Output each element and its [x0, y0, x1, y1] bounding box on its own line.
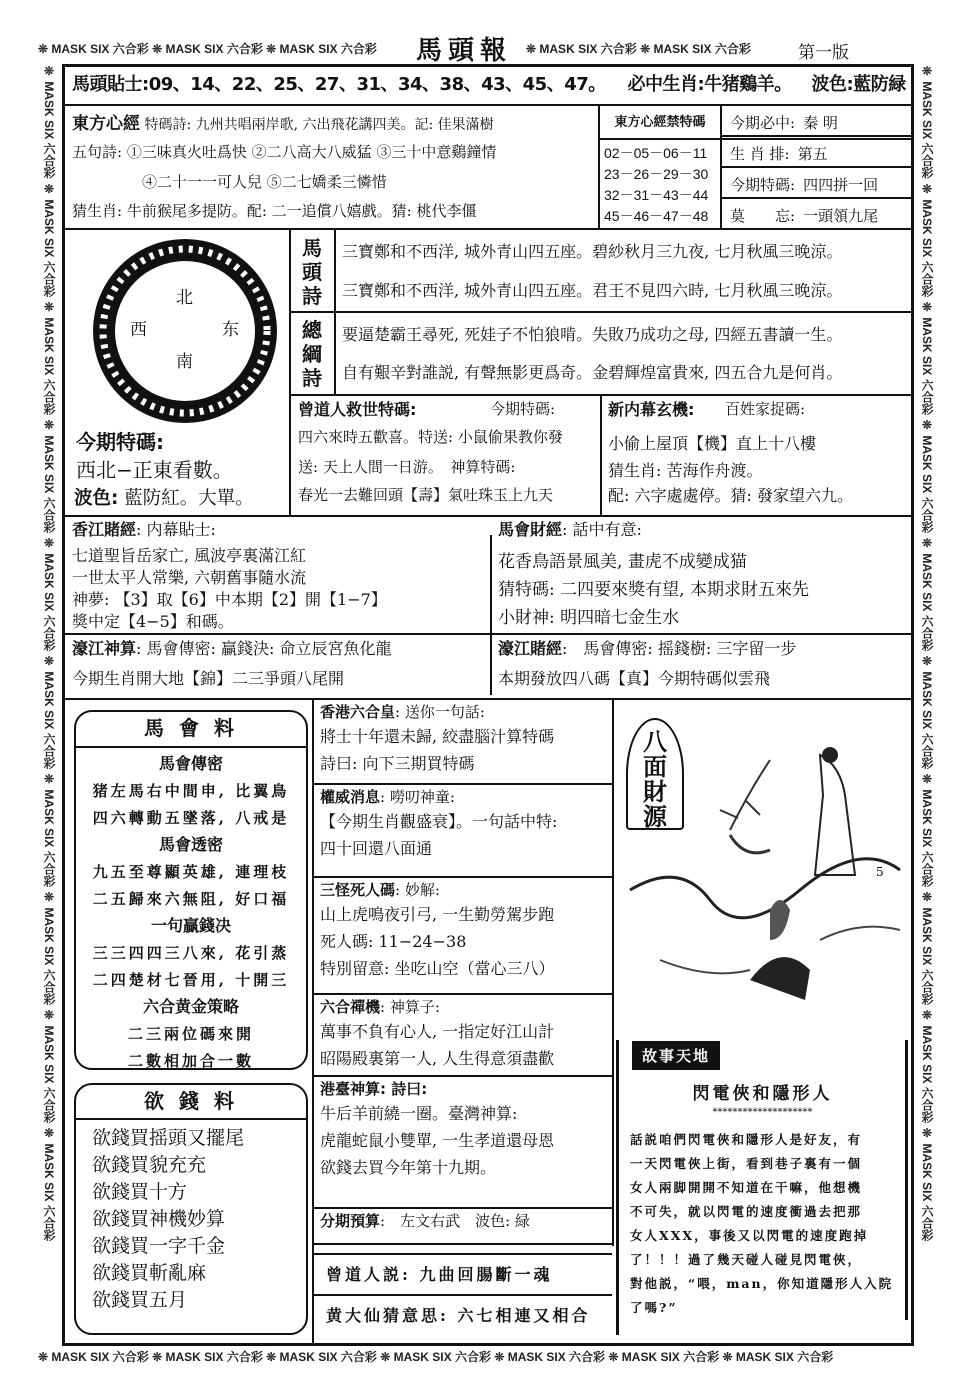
section-head: 六合黄金策略 — [142, 997, 239, 1016]
haojiang-du-line: 本期發放四八碼【真】今期特碼似雲飛 — [498, 669, 771, 688]
flower-icon: ❊ — [494, 1350, 505, 1364]
border-text: MASK SIX 六合彩 — [48, 1350, 153, 1364]
haojiang-shen-line: 今期生肖開大地【錦】二三爭頭八尾開 — [72, 669, 345, 688]
tips-numbers: 09、14、22、25、27、31、34、38、43、45、47。 — [148, 74, 606, 95]
huang-daxian: 黄大仙猜意思: 六七相連又相合 — [326, 1306, 591, 1325]
section-line: 二三兩位碼來開 — [127, 1025, 254, 1043]
mid-section-title: 港臺神算: 詩曰: — [320, 1080, 428, 1098]
zeng-title: 曾道人救世特碼: — [298, 400, 417, 419]
zeng-says: 曾道人説: 九曲回腸斷一魂 — [326, 1265, 553, 1284]
mahui-cai-head — [498, 522, 642, 538]
color-value: 藍防緑 — [853, 74, 906, 95]
mid-section-line: 山上虎鳴夜引弓, 一生勤勞駕步跑 — [320, 905, 555, 924]
compass-west: 西 — [130, 320, 147, 340]
mid-section-title: 香港六合皇 — [320, 703, 396, 721]
xiangjiang-line: 一世太平人常樂, 六朝舊事隨水流 — [72, 568, 307, 587]
special-color-label: 波色: — [74, 488, 119, 509]
story-line: 對他説，“喂，man，你知道隱形人入院 — [630, 1276, 894, 1291]
xinnei-title: 新内幕玄機: — [608, 400, 695, 419]
mahui-liao-content — [76, 752, 306, 1076]
poem-line: 要逼楚霸王尋死, 死娃子不怕狼啃。失敗乃成功之母, 四經五書讀一生。 — [342, 325, 843, 344]
section-line: 二四楚材七晉用, 十開三 — [92, 971, 290, 989]
mid-section-line: 虎龍蛇鼠小雙單, 一生孝道還母恩 — [320, 1131, 555, 1150]
mid-section — [314, 878, 612, 995]
flower-icon: ❊ — [920, 1008, 934, 1023]
yuqian-line: 欲錢買神機妙算 — [92, 1208, 226, 1230]
xinnei-line: 小偷上屋頂【機】直上十八樓 — [608, 434, 817, 453]
mid-section-head — [320, 880, 606, 902]
bamian-char: 八 — [643, 728, 667, 756]
haojiang-du-sub: : 馬會傳密: 摇錢樹: 三字留一步 — [562, 639, 797, 658]
ink-illustration — [620, 740, 905, 1020]
mid-section-sub: : 左文右武 波色: 緑 — [380, 1212, 530, 1230]
border-text: MASK SIX 六合彩 — [390, 1350, 495, 1364]
mid-section-line: 【今期生肖觀盛衰】。一句話中特: — [320, 812, 558, 831]
haojiang-shen-title: 濠江神算 — [72, 639, 137, 658]
forbidden-row: 23－26－29－30 — [604, 166, 709, 182]
story-title: 閃電俠和隱形人 — [692, 1084, 833, 1104]
story-line: 不可失，就以閃電的速度衝過去把那 — [630, 1204, 863, 1219]
zeng-line: 四六來時五歡喜。特送: 小鼠偷果教你發 — [298, 428, 563, 446]
dongfang-line1 — [72, 116, 494, 133]
mid-section-title: 權威消息 — [320, 788, 381, 806]
masthead-char: 頭 — [448, 36, 481, 66]
flower-icon: ❊ — [266, 42, 277, 56]
forbidden-row: 45－46－47－48 — [604, 208, 709, 224]
border-text: MASK SIX 六合彩 — [42, 550, 56, 655]
border-text: MASK SIX 六合彩 — [920, 1140, 934, 1241]
info-row — [722, 199, 912, 230]
flower-icon: ❊ — [42, 182, 56, 197]
border-text: MASK SIX 六合彩 — [162, 1350, 267, 1364]
border-text: MASK SIX 六合彩 — [42, 1022, 56, 1127]
special-label: 今期特碼: — [76, 430, 164, 454]
section-line: 二五歸來六無阻, 好口福 — [92, 890, 290, 908]
section-line: 四六轉動五墜落, 八戒是 — [92, 809, 290, 827]
section-head: 馬會透密 — [158, 835, 223, 854]
zodiac-value: 牛猪鷄羊。 — [704, 74, 792, 95]
story-divider: ******************** — [712, 1107, 813, 1118]
mid-section-line: 詩曰: 向下三期買特碼 — [320, 754, 475, 773]
mahui-cai-line: 小財神: 明四暗七金生水 — [498, 608, 680, 628]
poem-general-label: 總綱詩 — [302, 318, 322, 390]
flower-icon: ❊ — [920, 64, 934, 78]
border-left — [40, 64, 58, 1344]
yuqian-list — [92, 1126, 244, 1315]
mid-section — [314, 995, 612, 1077]
mid-section-sub: : 嘮叨神童: — [380, 788, 455, 806]
info-row — [722, 168, 912, 199]
border-text: MASK SIX 六合彩 — [920, 314, 934, 419]
haojiang-shen-sub: : 馬會傳密: 贏錢決: 命立辰宮魚化龍 — [136, 639, 392, 658]
flower-icon: ❊ — [38, 42, 49, 56]
info-table — [722, 106, 912, 230]
border-text: MASK SIX 六合彩 — [920, 904, 934, 1009]
mid-section-sub: : 送你一句話: — [395, 703, 485, 721]
bamian-char: 源 — [643, 803, 667, 831]
yuqian-line: 欲錢買五月 — [92, 1289, 188, 1311]
border-top-left — [38, 40, 404, 58]
flower-icon: ❊ — [42, 890, 56, 905]
zeng-line: 春光一去難回頭【壽】氣吐珠玉上九天 — [298, 486, 554, 504]
flower-icon: ❊ — [640, 42, 651, 56]
mahui-cai-title: 馬會財經 — [498, 520, 563, 539]
masthead-char: 報 — [480, 36, 513, 66]
border-text: MASK SIX 六合彩 — [536, 42, 641, 56]
mahui-cai-line: 猜特碼: 二四要來獎有望, 本期求財五來先 — [498, 580, 809, 600]
mid-section-title: 三怪死人碼 — [320, 881, 396, 899]
special-color — [74, 490, 254, 509]
bamian-char: 財 — [643, 778, 667, 806]
story-line: 女人兩脚開開不知道在干嘛，他想機 — [630, 1180, 863, 1195]
mid-section-head — [320, 997, 606, 1019]
section-head: 一句贏錢决 — [150, 916, 231, 935]
special-direction: 西北−正東看數。 — [76, 458, 233, 482]
page-number: 5 — [876, 865, 884, 879]
mid-section-title: 分期預算 — [320, 1212, 381, 1230]
dongfang-text: 特碼詩: 九州共唱兩岸歌, 六出飛花講四美。記: 佳果滿樹 — [144, 117, 494, 133]
poem-horse-label: 馬頭詩 — [302, 236, 322, 308]
flower-icon: ❊ — [920, 654, 934, 669]
info-label: 今期必中: — [730, 114, 796, 132]
border-text: MASK SIX 六合彩 — [42, 786, 56, 891]
flower-icon: ❊ — [42, 772, 56, 787]
dongfang-title: 東方心經 — [72, 114, 140, 134]
poem-line: 三寶鄭和不西洋, 城外青山四五座。君王不見四六時, 七月秋風三晚涼。 — [342, 281, 843, 300]
info-value: 秦 明 — [803, 114, 838, 132]
yuqian-line: 欲錢買貌充充 — [92, 1154, 207, 1176]
border-text: MASK SIX 六合彩 — [920, 1022, 934, 1127]
border-text: MASK SIX 六合彩 — [162, 42, 267, 56]
mid-section — [314, 1209, 612, 1245]
zeng-sub: 今期特碼: — [490, 400, 556, 418]
section-line: 九五至尊顯英雄, 連理枝 — [92, 863, 290, 881]
story-line: 了！！！過了幾天碰人碰見閃電俠， — [630, 1252, 863, 1267]
border-text: MASK SIX 六合彩 — [618, 1350, 723, 1364]
dongfang-line2: 五句詩: ①三味真火吐爲快 ②二八高大八威猛 ③三十中意鷄鐘情 — [72, 143, 497, 161]
info-label: 生 肖 排: — [730, 145, 790, 163]
mid-section-head — [320, 787, 606, 809]
flower-icon: ❊ — [42, 1008, 56, 1023]
forbidden-list — [604, 143, 718, 227]
flower-icon: ❊ — [920, 772, 934, 787]
flower-icon: ❊ — [38, 1350, 49, 1364]
border-text: MASK SIX 六合彩 — [276, 42, 377, 56]
compass-south: 南 — [176, 352, 193, 372]
info-row — [722, 106, 912, 137]
yuqian-line: 欲錢買一字千金 — [92, 1235, 226, 1257]
border-text: MASK SIX 六合彩 — [42, 432, 56, 537]
flower-icon: ❊ — [42, 64, 56, 78]
mid-section-line: 欲錢去買今年第十九期。 — [320, 1158, 497, 1177]
middle-column — [314, 700, 612, 1245]
yuqian-line: 欲錢買摇頭又擺尾 — [92, 1127, 245, 1149]
dongfang-line4: 猜生肖: 牛前猴尾多提防。配: 二一追償八嬉戲。猜: 桃代李僵 — [72, 202, 477, 220]
border-text: MASK SIX 六合彩 — [42, 314, 56, 419]
flower-icon: ❊ — [722, 1350, 733, 1364]
mid-section-sub: : 妙解: — [395, 881, 440, 899]
border-text: MASK SIX 六合彩 — [732, 1350, 834, 1364]
masthead — [410, 30, 518, 67]
mid-section-line: 特別留意: 坐吃山空（當心三八） — [320, 959, 555, 978]
section-line: 三三四四三八來, 花引蒸 — [92, 944, 290, 962]
flower-icon: ❊ — [42, 536, 56, 551]
haojiang-du-head — [498, 641, 796, 657]
xiangjiang-head — [72, 522, 216, 538]
section-line: 二數相加合一數 — [127, 1052, 254, 1070]
bamian-char: 面 — [643, 753, 667, 781]
yuqian-title: 欲 錢 料 — [144, 1089, 238, 1113]
section-head: 馬會傳密 — [158, 754, 223, 773]
border-text: MASK SIX 六合彩 — [504, 1350, 609, 1364]
flower-icon: ❊ — [526, 42, 537, 56]
border-text: MASK SIX 六合彩 — [920, 196, 934, 301]
story-body — [630, 1130, 893, 1322]
mid-section — [314, 785, 612, 878]
xiangjiang-sub: : 内幕貼士: — [136, 520, 216, 539]
mid-section-line: 萬事不負有心人, 一指定好江山計 — [320, 1022, 555, 1041]
info-label: 今期特碼: — [730, 176, 796, 194]
xinnei-line: 猜生肖: 苦海作舟渡。 — [608, 461, 763, 480]
color-label: 波色: — [811, 74, 854, 95]
edition-label: 第一版 — [792, 38, 855, 63]
mid-section-title: 六合禪機 — [320, 998, 381, 1016]
zodiac-label: 必中生肖: — [627, 74, 705, 95]
mid-section-head — [320, 1079, 606, 1101]
xiangjiang-title: 香江賭經 — [72, 520, 137, 539]
mid-section-sub: : 神算子: — [380, 998, 440, 1016]
flower-icon: ❊ — [920, 536, 934, 551]
dongfang-line3: ④二十一一可人兒 ⑤二七嬌柔三憐惜 — [142, 173, 387, 191]
xiangjiang-line: 七道聖旨岳家亡, 風波亭裏滿江紅 — [72, 546, 307, 565]
border-bottom — [38, 1348, 936, 1366]
info-value: 第五 — [797, 145, 828, 163]
compass-north: 北 — [176, 288, 193, 308]
zeng-line: 送: 天上人間一日游。 神算特碼: — [298, 458, 516, 476]
border-text: MASK SIX 六合彩 — [920, 550, 934, 655]
compass-dial — [88, 236, 283, 426]
mahui-cai-sub: : 話中有意: — [562, 520, 642, 539]
yuqian-line: 欲錢買斬亂麻 — [92, 1262, 207, 1284]
flower-icon: ❊ — [152, 1350, 163, 1364]
story-line: 一天閃電俠上街，看到巷子裏有一個 — [630, 1156, 863, 1171]
border-right — [918, 64, 936, 1344]
mid-section — [314, 700, 612, 785]
forbidden-title: 東方心經禁特碼 — [614, 115, 706, 130]
haojiang-du-title: 濠江賭經 — [498, 639, 563, 658]
border-text: MASK SIX 六合彩 — [42, 196, 56, 301]
border-text: MASK SIX 六合彩 — [920, 78, 934, 183]
info-value: 四四拼一回 — [803, 176, 879, 194]
flower-icon: ❊ — [152, 42, 163, 56]
mid-section-line: 四十回還八面通 — [320, 839, 433, 858]
border-text: MASK SIX 六合彩 — [920, 786, 934, 891]
info-label: 莫 忘: — [730, 207, 796, 225]
tips-line — [72, 76, 906, 94]
mid-section — [314, 1077, 612, 1209]
flower-icon: ❊ — [920, 1126, 934, 1141]
xiangjiang-lines — [72, 546, 387, 634]
flower-icon: ❊ — [920, 182, 934, 197]
tips-label: 馬頭貼士: — [72, 74, 149, 95]
mahui-liao-title: 馬 會 料 — [144, 716, 238, 740]
forbidden-row: 32－31－43－44 — [604, 187, 709, 203]
flower-icon: ❊ — [920, 300, 934, 315]
border-text: MASK SIX 六合彩 — [42, 904, 56, 1009]
border-text: MASK SIX 六合彩 — [42, 1140, 56, 1241]
border-top-right — [526, 40, 784, 58]
mahui-cai-lines — [498, 550, 809, 634]
border-text: MASK SIX 六合彩 — [920, 668, 934, 773]
flower-icon: ❊ — [920, 890, 934, 905]
story-line: 了嗎?” — [630, 1300, 678, 1315]
story-line: 話説咱們閃電俠和隱形人是好友，有 — [630, 1132, 863, 1147]
xiangjiang-line: 神夢: 【3】取【6】中本期【2】開【1−7】 — [72, 590, 387, 609]
haojiang-shen-head — [72, 641, 391, 657]
poem-line: 三寶鄭和不西洋, 城外青山四五座。碧紗秋月三九夜, 七月秋風三晚涼。 — [342, 242, 843, 261]
info-row — [722, 137, 912, 168]
story-section-label: 故事天地 — [632, 1041, 720, 1070]
special-color-value: 藍防紅。大單。 — [124, 488, 254, 509]
xinnei-sub: 百姓家捉碼: — [725, 400, 806, 418]
flower-icon: ❊ — [42, 1126, 56, 1141]
mid-section-line: 牛后羊前繞一圈。臺灣神算: — [320, 1104, 518, 1123]
masthead-char: 馬 — [416, 36, 449, 66]
flower-icon: ❊ — [266, 1350, 277, 1364]
mid-section-head — [320, 702, 606, 724]
mid-section-line: 將士十年還未歸, 絞盡腦汁算特碼 — [320, 727, 555, 746]
border-text: MASK SIX 六合彩 — [48, 42, 153, 56]
border-text: MASK SIX 六合彩 — [42, 668, 56, 773]
border-text: MASK SIX 六合彩 — [276, 1350, 381, 1364]
info-value: 一頭領九尾 — [803, 207, 879, 225]
flower-icon: ❊ — [380, 1350, 391, 1364]
mid-section-line: 昭陽殿裏第一人, 人生得意須盡歡 — [320, 1049, 555, 1068]
xiangjiang-line: 獎中定【4−5】和碼。 — [72, 612, 234, 631]
section-line: 猪左馬右中間申, 比翼鳥 — [92, 782, 290, 800]
forbidden-row: 02－05－06－11 — [604, 145, 708, 161]
compass-east: 东 — [222, 320, 239, 340]
border-text: MASK SIX 六合彩 — [650, 42, 751, 56]
yuqian-line: 欲錢買十方 — [92, 1181, 188, 1203]
flower-icon: ❊ — [920, 418, 934, 433]
story-line: 女人XXX，事後又以閃電的速度跑掉 — [630, 1228, 869, 1243]
border-text: MASK SIX 六合彩 — [920, 432, 934, 537]
poem-line: 自有艱辛對誰説, 有聲無影更爲奇。金碧輝煌富貴來, 四五合九是何肖。 — [342, 363, 843, 382]
mahui-cai-line: 花香鳥語景風美, 畫虎不成變成猫 — [498, 552, 747, 572]
mid-section-line: 死人碼: 11−24−38 — [320, 932, 467, 951]
flower-icon: ❊ — [42, 300, 56, 315]
flower-icon: ❊ — [42, 418, 56, 433]
flower-icon: ❊ — [608, 1350, 619, 1364]
border-text: MASK SIX 六合彩 — [42, 78, 56, 183]
mid-section-head — [320, 1211, 606, 1233]
xinnei-line: 配: 六字處處停。猜: 發家望六九。 — [608, 486, 853, 505]
flower-icon: ❊ — [42, 654, 56, 669]
